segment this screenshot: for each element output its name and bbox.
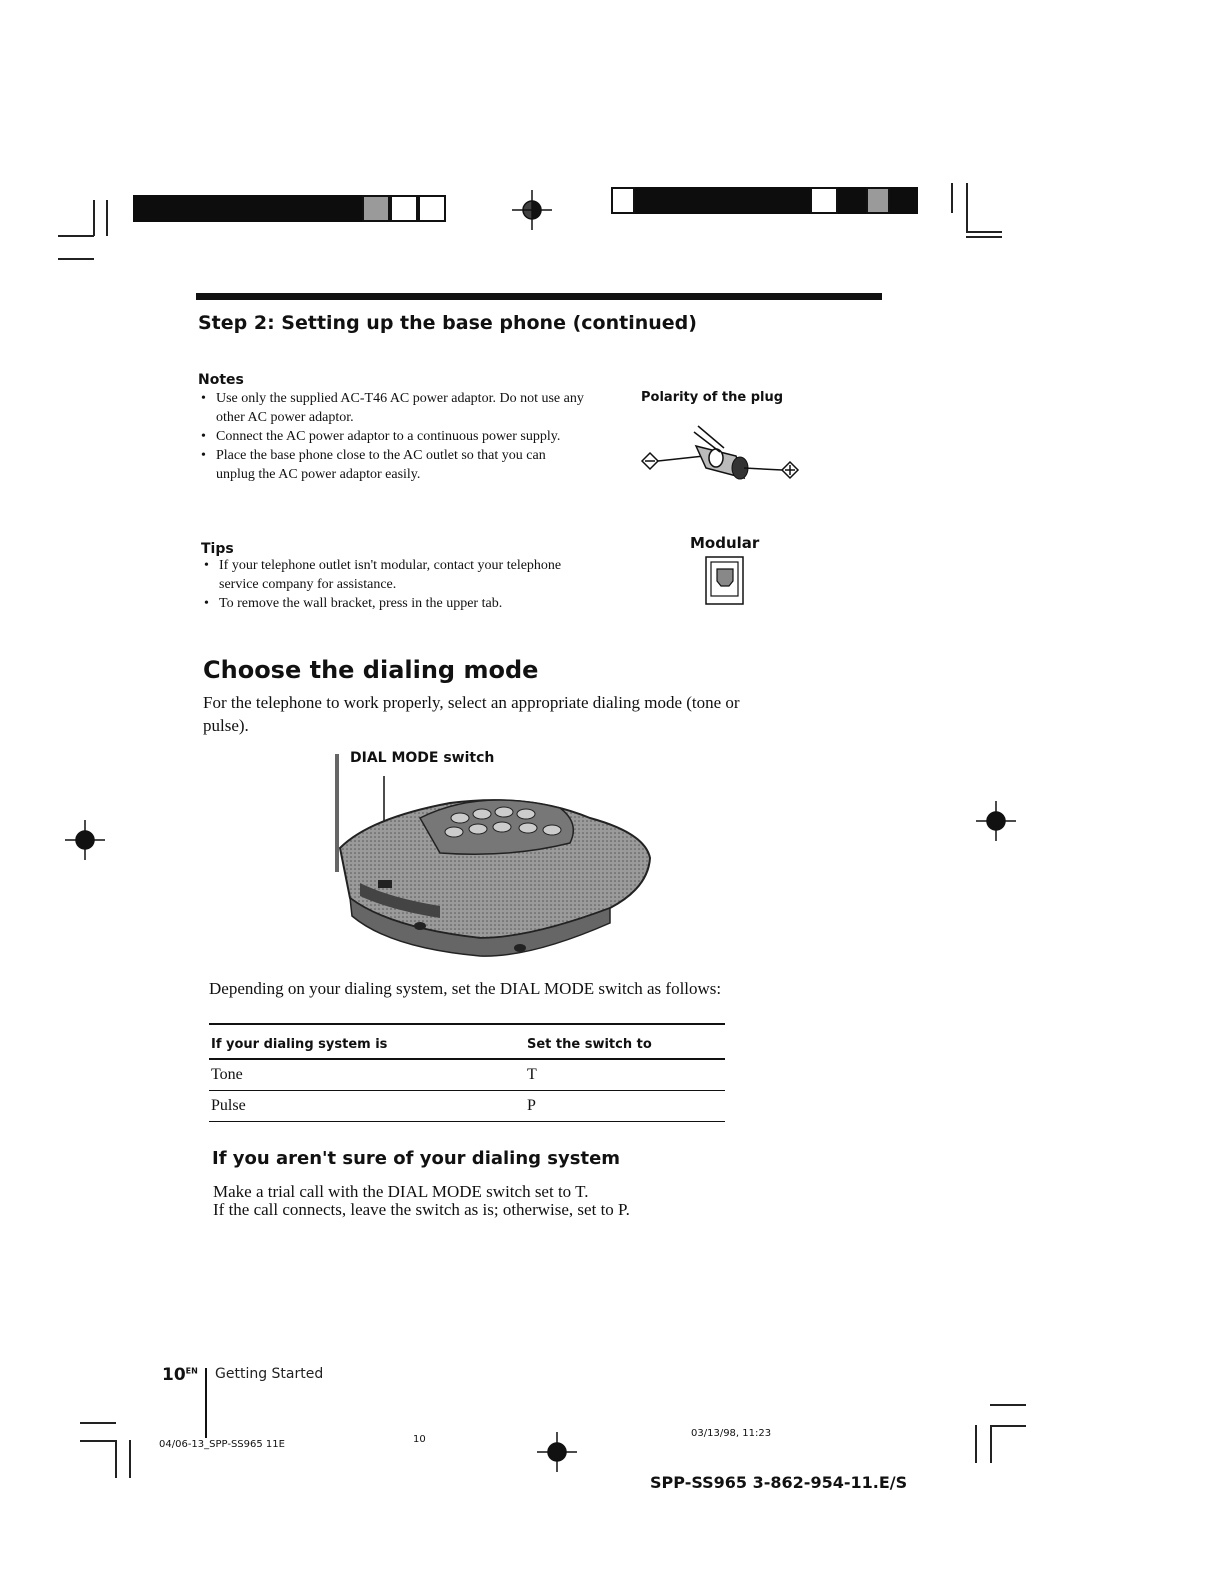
header-bar-right [838, 187, 866, 214]
table-cell: P [525, 1091, 725, 1122]
crop-mark [975, 1425, 977, 1463]
crop-mark [58, 258, 94, 260]
footer-section: Getting Started [215, 1366, 324, 1382]
header-bar-right [635, 187, 810, 214]
dial-mode-callout: DIAL MODE switch [350, 750, 495, 766]
footer-divider [205, 1368, 207, 1438]
table-row [209, 1091, 725, 1122]
section-rule [196, 293, 882, 300]
list-item: • Place the base phone close to the AC outlet so that you can unplug the AC power adaptor easily. [198, 446, 586, 484]
list-item: • To remove the wall bracket, press in the upper tab. [201, 594, 601, 613]
crop-mark [951, 183, 953, 213]
crop-mark [58, 235, 94, 237]
crop-mark [990, 1425, 1026, 1427]
list-item: • Connect the AC power adaptor to a continuous power supply. [198, 427, 608, 446]
section-title: Step 2: Setting up the base phone (continued) [198, 312, 697, 334]
tips-list [201, 556, 601, 613]
crop-mark [990, 1425, 992, 1463]
registration-target-icon [535, 1430, 579, 1474]
crop-mark [115, 1440, 117, 1478]
footer-file-info: 04/06-13_SPP-SS965 11E [159, 1439, 285, 1450]
unsure-line-1: Make a trial call with the DIAL MODE switch set to T. [213, 1182, 589, 1201]
crop-mark [80, 1440, 116, 1442]
tips-title: Tips [201, 541, 234, 557]
dialing-intro: For the telephone to work properly, select an appropriate dialing mode (tone or pulse). [203, 693, 740, 735]
dialing-instruction: Depending on your dialing system, set the DIAL MODE switch as follows: [209, 979, 722, 998]
notes-list [198, 389, 608, 484]
base-phone-illustration [330, 748, 660, 963]
page-number-suffix: EN [185, 1366, 198, 1376]
list-item: • If your telephone outlet isn't modular, contact your telephone service company for assistance. [201, 556, 599, 594]
table-header: Set the switch to [525, 1024, 725, 1059]
crop-mark [966, 183, 968, 231]
header-square [611, 187, 635, 214]
list-item: • Use only the supplied AC-T46 AC power adaptor. Do not use any other AC power adaptor. [198, 389, 586, 427]
crop-mark [966, 231, 1002, 233]
plug-polarity-icon [636, 418, 806, 488]
page-number-value: 10 [162, 1365, 186, 1385]
crop-mark [80, 1422, 116, 1424]
crop-mark [990, 1404, 1026, 1406]
registration-target-icon [63, 818, 107, 862]
table-header: If your dialing system is [209, 1024, 525, 1059]
crop-mark [129, 1440, 131, 1478]
registration-target-icon [974, 799, 1018, 843]
doc-code: SPP-SS965 3-862-954-11.E/S [650, 1473, 908, 1492]
table-cell: Tone [209, 1059, 525, 1091]
table-cell: Pulse [209, 1091, 525, 1122]
header-square [810, 187, 838, 214]
modular-jack-icon [705, 556, 745, 606]
header-square [362, 195, 390, 222]
table-row [209, 1059, 725, 1091]
unsure-line-2: If the call connects, leave the switch as is; otherwise, set to P. [213, 1200, 630, 1219]
polarity-label: Polarity of the plug [641, 390, 784, 405]
unsure-heading: If you aren't sure of your dialing system [212, 1148, 621, 1169]
dialing-mode-table [209, 1023, 725, 1122]
dialing-heading: Choose the dialing mode [203, 656, 539, 684]
header-square [390, 195, 418, 222]
crop-mark [93, 200, 95, 236]
page-number [162, 1365, 198, 1385]
header-square [866, 187, 890, 214]
table-header-row [209, 1024, 725, 1059]
footer-timestamp: 03/13/98, 11:23 [691, 1428, 772, 1439]
header-bar-right [890, 187, 918, 214]
footer-center-number: 10 [413, 1434, 426, 1445]
crop-mark [966, 236, 1002, 238]
table-cell: T [525, 1059, 725, 1091]
crop-mark [106, 200, 108, 236]
modular-label: Modular [690, 534, 760, 552]
registration-target-icon [510, 188, 554, 232]
header-bar-left [133, 195, 363, 222]
notes-title: Notes [198, 372, 244, 388]
header-square [418, 195, 446, 222]
